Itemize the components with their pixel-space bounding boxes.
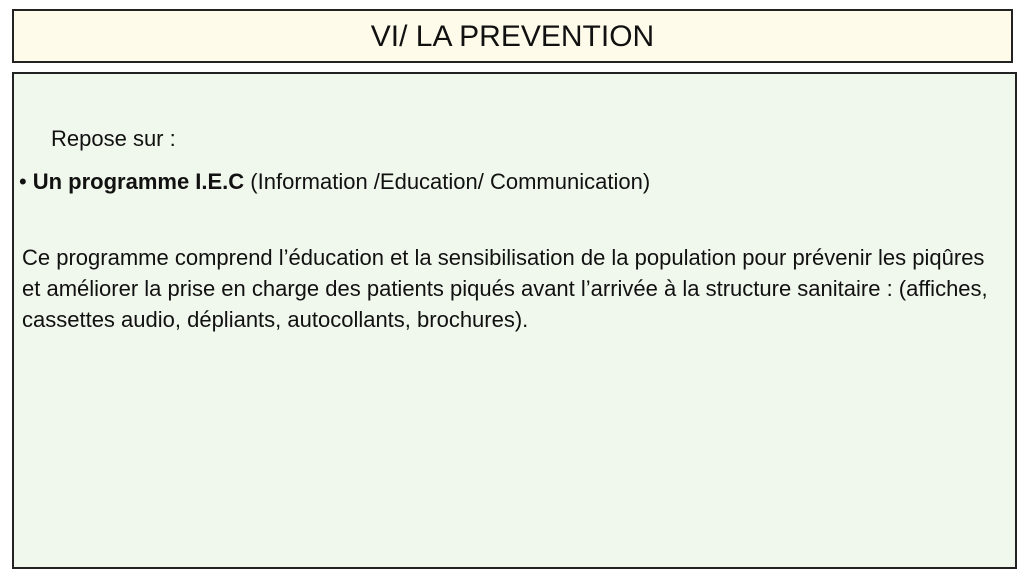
bullet-item [19, 169, 650, 195]
bullet-rest-text: (Information /Education/ Communication) [244, 169, 651, 194]
content-box [12, 72, 1017, 569]
title-box [12, 9, 1013, 63]
bullet-marker: • [19, 169, 27, 194]
body-paragraph: Ce programme comprend l’éducation et la sensibilisation de la population pour prévenir les piqûres et améliorer la prise en charge des patients piqués avant l’arrivée à la structure sanitaire : (affiches, cassettes audio, dépliants, autocollants, brochures). [22, 245, 988, 332]
bullet-strong-text: Un programme I.E.C [32, 169, 245, 194]
intro-text: Repose sur : [51, 126, 176, 151]
slide-title: VI/ LA PREVENTION [370, 20, 655, 53]
